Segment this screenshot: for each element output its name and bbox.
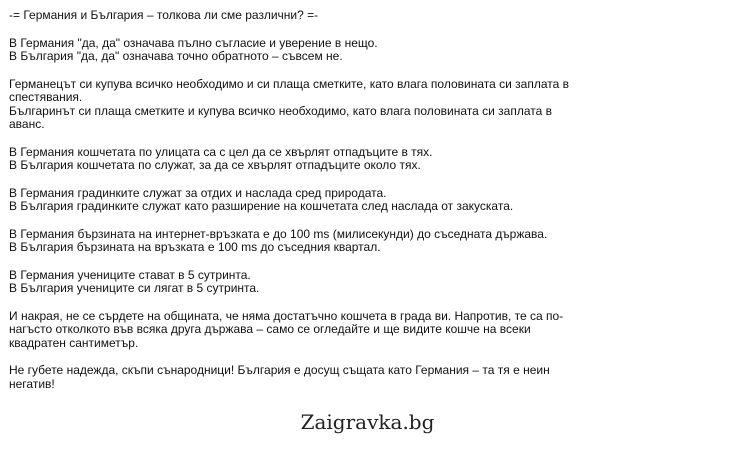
document bbox=[9, 9, 589, 405]
site-watermark: Zaigravka.bg bbox=[300, 410, 435, 434]
bulgaria-line: В България кошчетата по служат, за да се хвърлят отпадъците около тях. bbox=[9, 158, 421, 172]
bulgaria-line: В България учениците си лягат в 5 сутринта. bbox=[9, 281, 260, 295]
comparison-paragraph bbox=[9, 37, 589, 64]
closing-text: И накрая, не се сърдете на общината, че няма достатъчно кошчета в града ви. Напротив, те са по-нагъсто отколкото във всяка друга държава – само се огледайте и ще видите кошче на всеки квадратен сантиметър. bbox=[9, 308, 564, 350]
closing-paragraph bbox=[9, 310, 589, 351]
bulgaria-line: В България градинките служат като разширение на кошчетата след наслада от закуската. bbox=[9, 199, 514, 213]
closing-paragraph bbox=[9, 364, 589, 391]
germany-line: В Германия градинките служат за отдих и наслада сред природата. bbox=[9, 185, 387, 200]
closing-text: Не губете надежда, скъпи сънародници! България е досущ същата като Германия – та тя е неин негатив! bbox=[9, 363, 550, 391]
page-title: -= Германия и България – толкова ли сме различни? =- bbox=[9, 8, 319, 22]
comparison-paragraph bbox=[9, 228, 589, 255]
comparison-paragraph bbox=[9, 146, 589, 173]
bulgaria-line: В България "да, да" означава точно обратното – съвсем не. bbox=[9, 49, 343, 63]
comparison-paragraph bbox=[9, 269, 589, 296]
germany-line: Германецът си купува всичко необходимо и си плаща сметките, като влага половината си заплата в спестявания. bbox=[9, 76, 569, 104]
bulgaria-line: Българинът си плаща сметките и купува всичко необходимо, като влага половината си заплата в аванс. bbox=[9, 103, 552, 131]
germany-line: В Германия учениците стават в 5 сутринта. bbox=[9, 267, 251, 282]
germany-line: В Германия кошчетата по улицата са с цел да се хвърлят отпадъците в тях. bbox=[9, 144, 433, 159]
comparison-paragraph bbox=[9, 187, 589, 214]
bulgaria-line: В България бързината на връзката е 100 ms до съседния квартал. bbox=[9, 240, 381, 254]
comparison-paragraph bbox=[9, 78, 589, 132]
germany-line: В Германия "да, да" означава пълно съгласие и уверение в нещо. bbox=[9, 35, 378, 50]
germany-line: В Германия бързината на интернет-връзката е до 100 ms (милисекунди) до съседната държава. bbox=[9, 226, 548, 241]
